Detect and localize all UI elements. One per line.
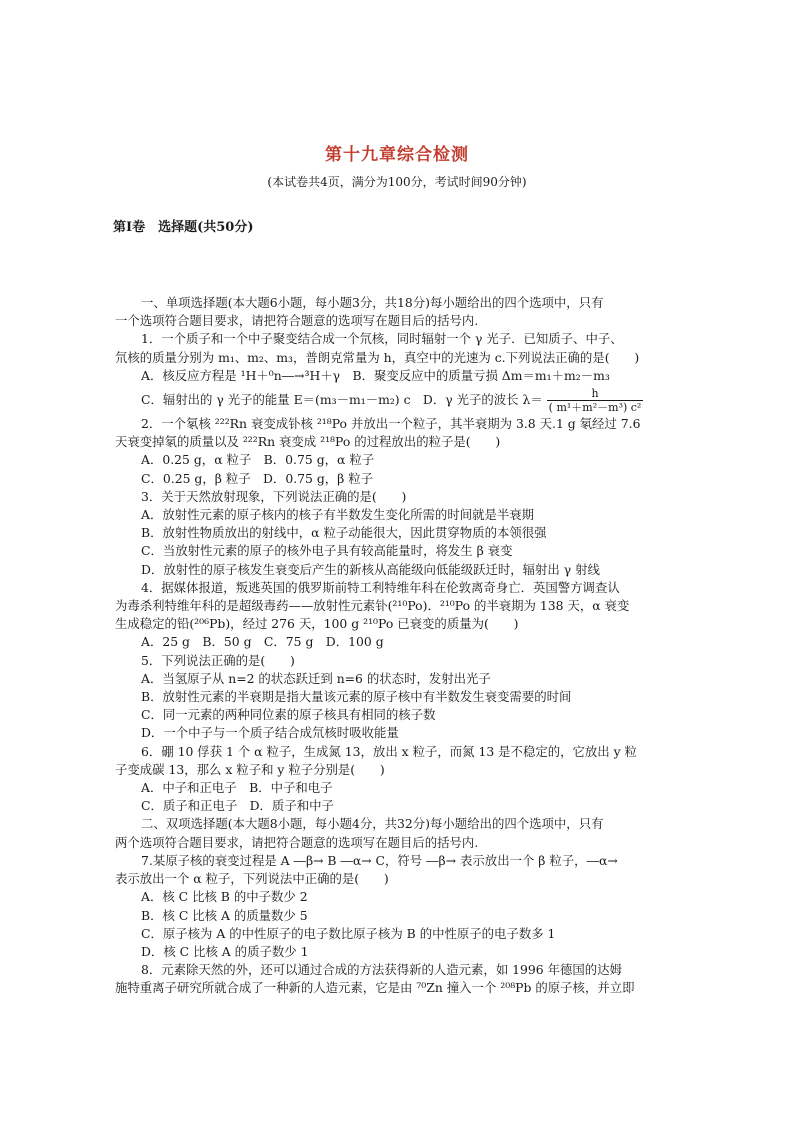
question-1-options-cd (115, 385, 681, 415)
question-1-options-ab: A．核反应方程是 ¹H＋⁰n―→³H＋γ B．聚变反应中的质量亏损 Δm＝m₁＋m₂－m₃ (141, 367, 610, 383)
question-7-option-c: C．原子核为 A 的中性原子的电子数比原子核为 B 的中性原子的电子数多 1 (141, 925, 556, 941)
question-7-option-a: A．核 C 比核 B 的中子数少 2 (141, 889, 308, 905)
question-6-options-ab: A．中子和正电子 B．中子和电子 (141, 780, 333, 796)
exam-info: (本试卷共4页，满分为100分，考试时间90分钟) (267, 175, 527, 189)
question-7-stem: 表示放出一个 α 粒子，下列说法中正确的是( ) (115, 871, 389, 887)
page-title: 第十九章综合检测 (325, 145, 469, 165)
question-4-options: A．25 g B．50 g C．75 g D．100 g (141, 634, 384, 650)
question-5-option-c: C．同一元素的两种同位素的原子核具有相同的核子数 (141, 707, 436, 723)
fraction-denominator: ( m¹＋m²－m³) c² (548, 401, 642, 415)
question-body (115, 294, 681, 998)
question-4-stem: 生成稳定的铅(²⁰⁶Pb)，经过 276 天，100 g ²¹⁰Po 已衰变的质量为( ) (115, 616, 519, 632)
question-7-option-d: D．核 C 比核 A 的质子数少 1 (141, 943, 309, 959)
question-2-options-cd: C．0.25 g，β 粒子 D．0.75 g，β 粒子 (141, 470, 374, 486)
question-5-option-a: A．当氢原子从 n=2 的状态跃迁到 n=6 的状态时，发射出光子 (141, 670, 491, 686)
question-8-stem: 施特重离子研究所就合成了一种新的人造元素，它是由 ⁷⁰Zn 撞入一个 ²⁰⁸Pb 的原子核，并立即 (115, 980, 635, 996)
wavelength-fraction (547, 387, 644, 414)
question-3-option-b: B．放射性物质放出的射线中，α 粒子动能很大，因此贯穿物质的本领很强 (141, 525, 547, 541)
question-1-stem: 氘核的质量分别为 m₁、m₂、m₃，普朗克常量为 h，真空中的光速为 c.下列说法正确的是( ) (115, 349, 640, 365)
question-7-stem: 7.某原子核的衰变过程是 A ―β→ B ―α→ C，符号 ―β→ 表示放出一个 β 粒子，―α→ (141, 852, 618, 868)
fraction-numerator: h (547, 387, 644, 401)
question-4-stem: 为毒杀利特维年科的是超级毒药——放射性元素钋(²¹⁰Po)．²¹⁰Po 的半衰期为 138 天，α 衰变 (115, 598, 630, 614)
question-1-stem: 1．一个质子和一个中子聚变结合成一个氘核，同时辐射一个 γ 光子．已知质子、中子、 (141, 331, 623, 347)
question-4-stem: 4．据媒体报道，叛逃英国的俄罗斯前特工利特维年科在伦敦离奇身亡．英国警方调查认 (141, 579, 620, 595)
part1-intro-line: 一个选项符合题目要求，请把符合题意的选项写在题目后的括号内. (115, 313, 479, 329)
question-3-option-a: A．放射性元素的原子核内的核子有半数发生变化所需的时间就是半衰期 (141, 507, 535, 523)
question-5-stem: 5．下列说法正确的是( ) (141, 652, 295, 668)
question-1-option-cd-text: C．辐射出的 γ 光子的能量 E＝(m₃－m₁－m₂) c D．γ 光子的波长 λ＝ (141, 392, 543, 408)
question-3-option-c: C．当放射性元素的原子的核外电子具有较高能量时，将发生 β 衰变 (141, 543, 513, 559)
question-2-options-ab: A．0.25 g，α 粒子 B．0.75 g，α 粒子 (141, 452, 375, 468)
question-3-option-d: D．放射性的原子核发生衰变后产生的新核从高能级向低能级跃迁时，辐射出 γ 射线 (141, 561, 600, 577)
question-6-stem: 6．硼 10 俘获 1 个 α 粒子，生成氮 13，放出 x 粒子，而氮 13 是不稳定的，它放出 y 粒 (141, 743, 637, 759)
question-5-option-b: B．放射性元素的半衰期是指大量该元素的原子核中有半数发生衰变需要的时间 (141, 689, 572, 705)
question-6-options-cd: C．质子和正电子 D．质子和中子 (141, 798, 334, 814)
question-7-option-b: B．核 C 比核 A 的质量数少 5 (141, 907, 308, 923)
section-heading: 第Ⅰ卷 选择题(共50分) (113, 220, 254, 235)
question-3-stem: 3．关于天然放射现象，下列说法正确的是( ) (141, 488, 407, 504)
question-6-stem: 子变成碳 13，那么 x 粒子和 y 粒子分别是( ) (115, 761, 385, 777)
question-2-stem: 2．一个氡核 ²²²Rn 衰变成钋核 ²¹⁸Po 并放出一个粒子，其半衰期为 3.8 天.1 g 氡经过 7.6 (141, 416, 641, 432)
question-2-stem: 天衰变掉氡的质量以及 ²²²Rn 衰变成 ²¹⁸Po 的过程放出的粒子是( ) (115, 434, 501, 450)
part2-intro-line: 两个选项符合题目要求，请把符合题意的选项写在题目后的括号内. (115, 834, 479, 850)
question-5-option-d: D．一个中子与一个质子结合成氘核时吸收能量 (141, 725, 399, 741)
part1-intro-line: 一、单项选择题(本大题6小题，每小题3分，共18分)每小题给出的四个选项中，只有 (141, 295, 604, 310)
question-8-stem: 8．元素除天然的外，还可以通过合成的方法获得新的人造元素，如 1996 年德国的达姆 (141, 962, 622, 978)
part2-intro-line: 二、双项选择题(本大题8小题，每小题4分，共32分)每小题给出的四个选项中，只有 (141, 816, 604, 832)
